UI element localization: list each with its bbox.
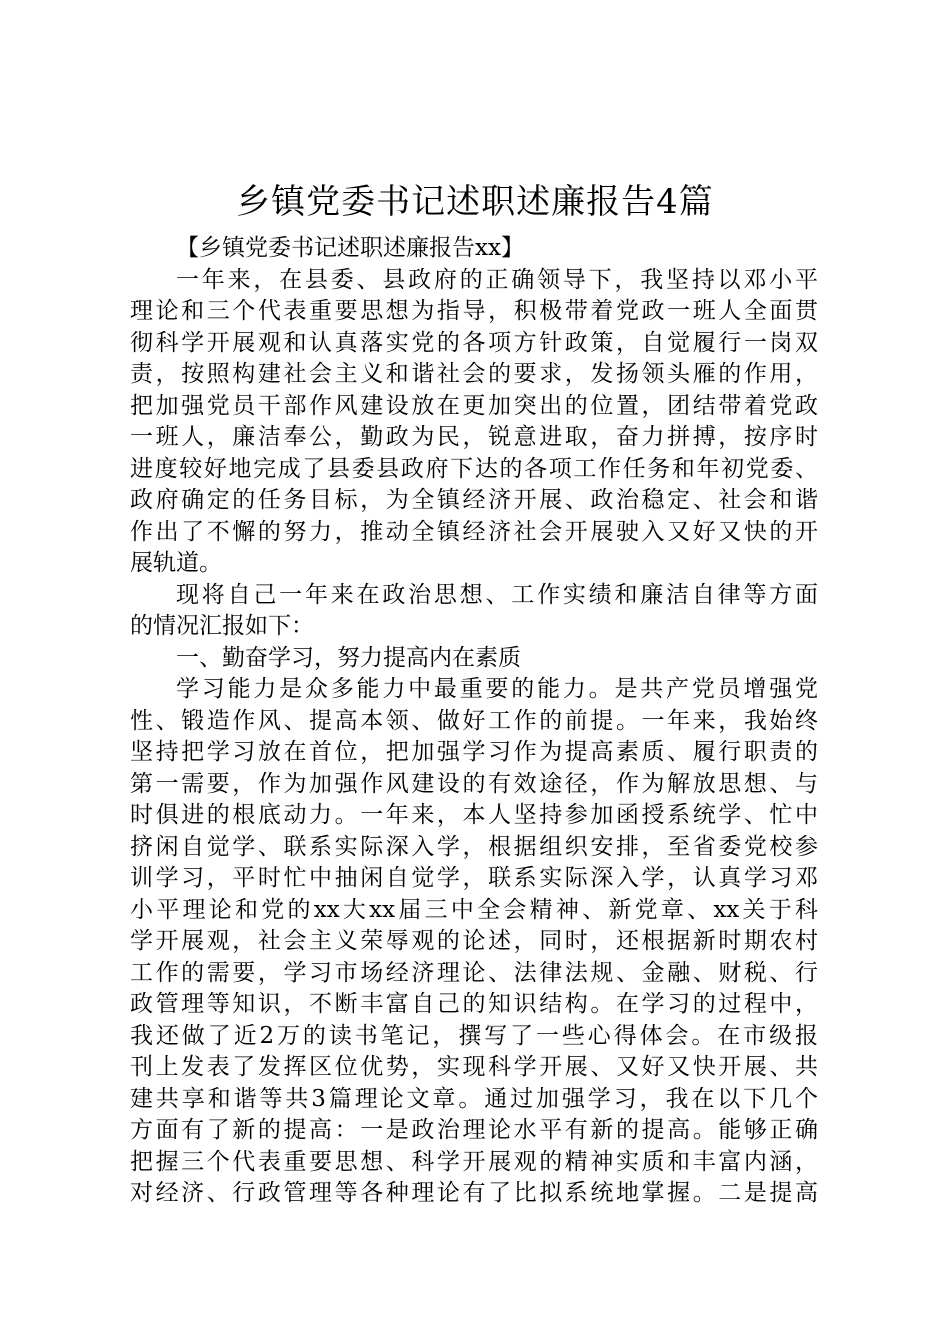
- text-line: 一、勤奋学习，努力提高内在素质: [176, 644, 521, 671]
- text-line: 学开展观，社会主义荣辱观的论述，同时，还根据新时期农村: [130, 928, 818, 954]
- text-line: 小平理论和党的xx大xx届三中全会精神、新党章、xx关于科: [130, 896, 818, 923]
- text-line: 现将自己一年来在政治思想、工作实绩和廉洁自律等方面: [176, 581, 818, 608]
- text-line: 【乡镇党委书记述职述廉报告xx】: [176, 235, 524, 261]
- text-line: 责，按照构建社会主义和谐社会的要求，发扬领头雁的作用，: [130, 361, 818, 387]
- text-line: 把握三个代表重要思想、科学开展观的精神实质和丰富内涵，: [130, 1148, 818, 1175]
- text-line: 作出了不懈的努力，推动全镇经济社会开展驶入又好又快的开: [130, 518, 818, 545]
- text-line: 方面有了新的提高：一是政治理论水平有新的提高。能够正确: [130, 1117, 818, 1143]
- text-line: 挤闲自觉学、联系实际深入学，根据组织安排，至省委党校参: [130, 833, 818, 860]
- text-line: 的情况汇报如下：: [130, 613, 314, 639]
- text-line: 一年来，在县委、县政府的正确领导下，我坚持以邓小平: [176, 266, 818, 293]
- text-line: 坚持把学习放在首位，把加强学习作为提高素质、履行职责的: [130, 739, 818, 765]
- text-line: 把加强党员干部作风建设放在更加突出的位置，团结带着党政: [130, 392, 818, 419]
- text-line: 我还做了近2万的读书笔记，撰写了一些心得体会。在市级报: [130, 1022, 818, 1049]
- text-line: 一班人，廉洁奉公，勤政为民，锐意进取，奋力拼搏，按序时: [130, 424, 818, 450]
- text-line: 训学习，平时忙中抽闲自觉学，联系实际深入学，认真学习邓: [130, 865, 818, 891]
- text-line: 政管理等知识，不断丰富自己的知识结构。在学习的过程中，: [130, 991, 818, 1017]
- document-body: [130, 233, 818, 1210]
- text-line: 政府确定的任务目标，为全镇经济开展、政治稳定、社会和谐: [130, 487, 818, 513]
- text-line: 时俱进的根底动力。一年来，本人坚持参加函授系统学、忙中: [130, 802, 818, 828]
- text-line: 理论和三个代表重要思想为指导，积极带着党政一班人全面贯: [130, 298, 818, 324]
- text-line: 进度较好地完成了县委县政府下达的各项工作任务和年初党委、: [130, 455, 818, 482]
- document-title: 乡镇党委书记述职述廉报告4篇: [236, 182, 714, 222]
- text-line: 彻科学开展观和认真落实党的各项方针政策，自觉履行一岗双: [130, 329, 818, 356]
- text-line: 性、锻造作风、提高本领、做好工作的前提。一年来，我始终: [130, 707, 818, 734]
- text-line: 工作的需要，学习市场经济理论、法律法规、金融、财税、行: [130, 959, 818, 986]
- text-line: 建共享和谐等共3篇理论文章。通过加强学习，我在以下几个: [130, 1085, 818, 1112]
- text-line: 第一需要，作为加强作风建设的有效途径，作为解放思想、与: [130, 770, 818, 797]
- text-line: 刊上发表了发挥区位优势，实现科学开展、又好又快开展、共: [130, 1054, 818, 1080]
- text-line: 展轨道。: [130, 550, 222, 576]
- text-line: 对经济、行政管理等各种理论有了比拟系统地掌握。二是提高: [130, 1180, 818, 1206]
- text-line: 学习能力是众多能力中最重要的能力。是共产党员增强党: [176, 676, 818, 702]
